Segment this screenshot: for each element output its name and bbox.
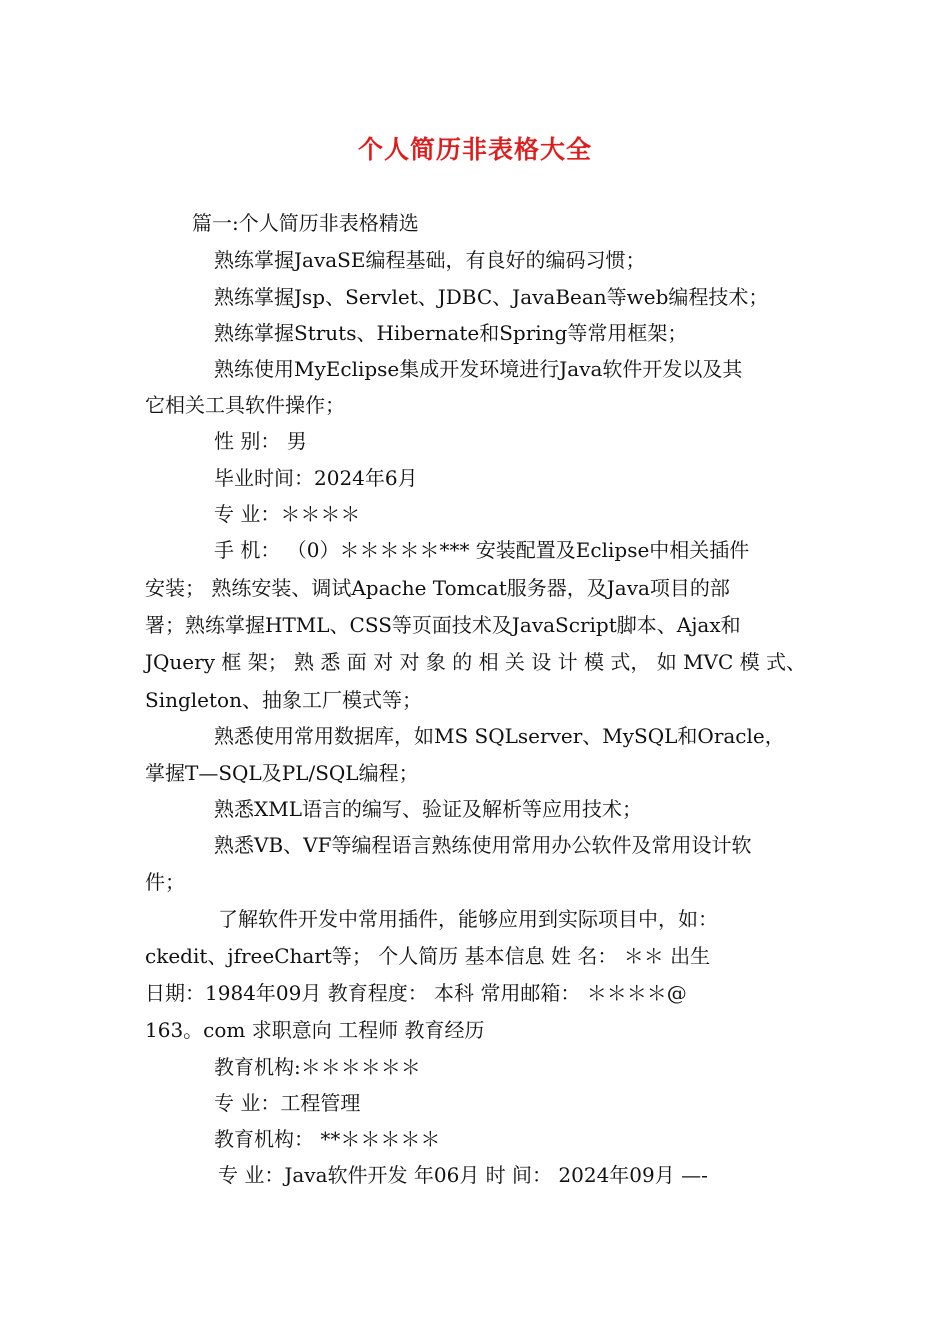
paragraph-line: 教育机构:＊＊＊＊＊＊ xyxy=(214,1055,421,1079)
paragraph-line: 专 业：Java软件开发 年06月 时 间： 2024年09月 —- xyxy=(218,1163,708,1187)
paragraph-line: 专 业：工程管理 xyxy=(214,1091,361,1115)
paragraph-line: 163。com 求职意向 工程师 教育经历 xyxy=(145,1018,485,1042)
paragraph-line: 熟练掌握Jsp、Servlet、JDBC、JavaBean等web编程技术； xyxy=(214,285,769,309)
paragraph-line: 熟练使用MyEclipse集成开发环境进行Java软件开发以及其 xyxy=(214,357,743,381)
paragraph-line: 件； xyxy=(145,870,185,894)
paragraph-line: Singleton、抽象工厂模式等； xyxy=(145,688,422,712)
paragraph-line: 毕业时间：2024年6月 xyxy=(214,466,418,490)
paragraph-line: 熟悉VB、VF等编程语言熟练使用常用办公软件及常用设计软 xyxy=(214,833,752,857)
section-heading: 篇一:个人简历非表格精选 xyxy=(192,211,419,235)
document-title: 个人简历非表格大全 xyxy=(357,135,592,164)
paragraph-line: 熟练掌握JavaSE编程基础，有良好的编码习惯； xyxy=(214,248,646,272)
paragraph-line: 掌握T—SQL及PL/SQL编程； xyxy=(145,761,419,785)
paragraph-line: 了解软件开发中常用插件，能够应用到实际项目中，如： xyxy=(218,907,718,931)
paragraph-line: 它相关工具软件操作； xyxy=(145,393,345,417)
paragraph-line: 专 业：＊＊＊＊ xyxy=(214,502,361,526)
paragraph-line: 性 别： 男 xyxy=(214,429,307,453)
paragraph-line: 手 机： （0）＊＊＊＊＊*** 安装配置及Eclipse中相关插件 xyxy=(214,538,750,562)
paragraph-line: 熟悉XML语言的编写、验证及解析等应用技术； xyxy=(214,797,642,821)
paragraph-line: 署；熟练掌握HTML、CSS等页面技术及JavaScript脚本、Ajax和 xyxy=(145,613,741,637)
paragraph-line: ckedit、jfreeChart等； 个人简历 基本信息 姓 名： ＊＊ 出生 xyxy=(145,944,711,968)
paragraph-line: 日期：1984年09月 教育程度： 本科 常用邮箱： ＊＊＊＊@ xyxy=(145,981,687,1005)
paragraph-line: JQuery 框 架； 熟 悉 面 对 对 象 的 相 关 设 计 模 式， 如 MVC 模 式、 xyxy=(145,650,807,674)
paragraph-line: 熟悉使用常用数据库，如MS SQLserver、MySQL和Oracle， xyxy=(214,724,785,748)
paragraph-line: 熟练掌握Struts、Hibernate和Spring等常用框架； xyxy=(214,321,688,345)
paragraph-line: 安装； 熟练安装、调试Apache Tomcat服务器，及Java项目的部 xyxy=(145,576,730,600)
paragraph-line: 教育机构： **＊＊＊＊＊ xyxy=(214,1127,441,1151)
